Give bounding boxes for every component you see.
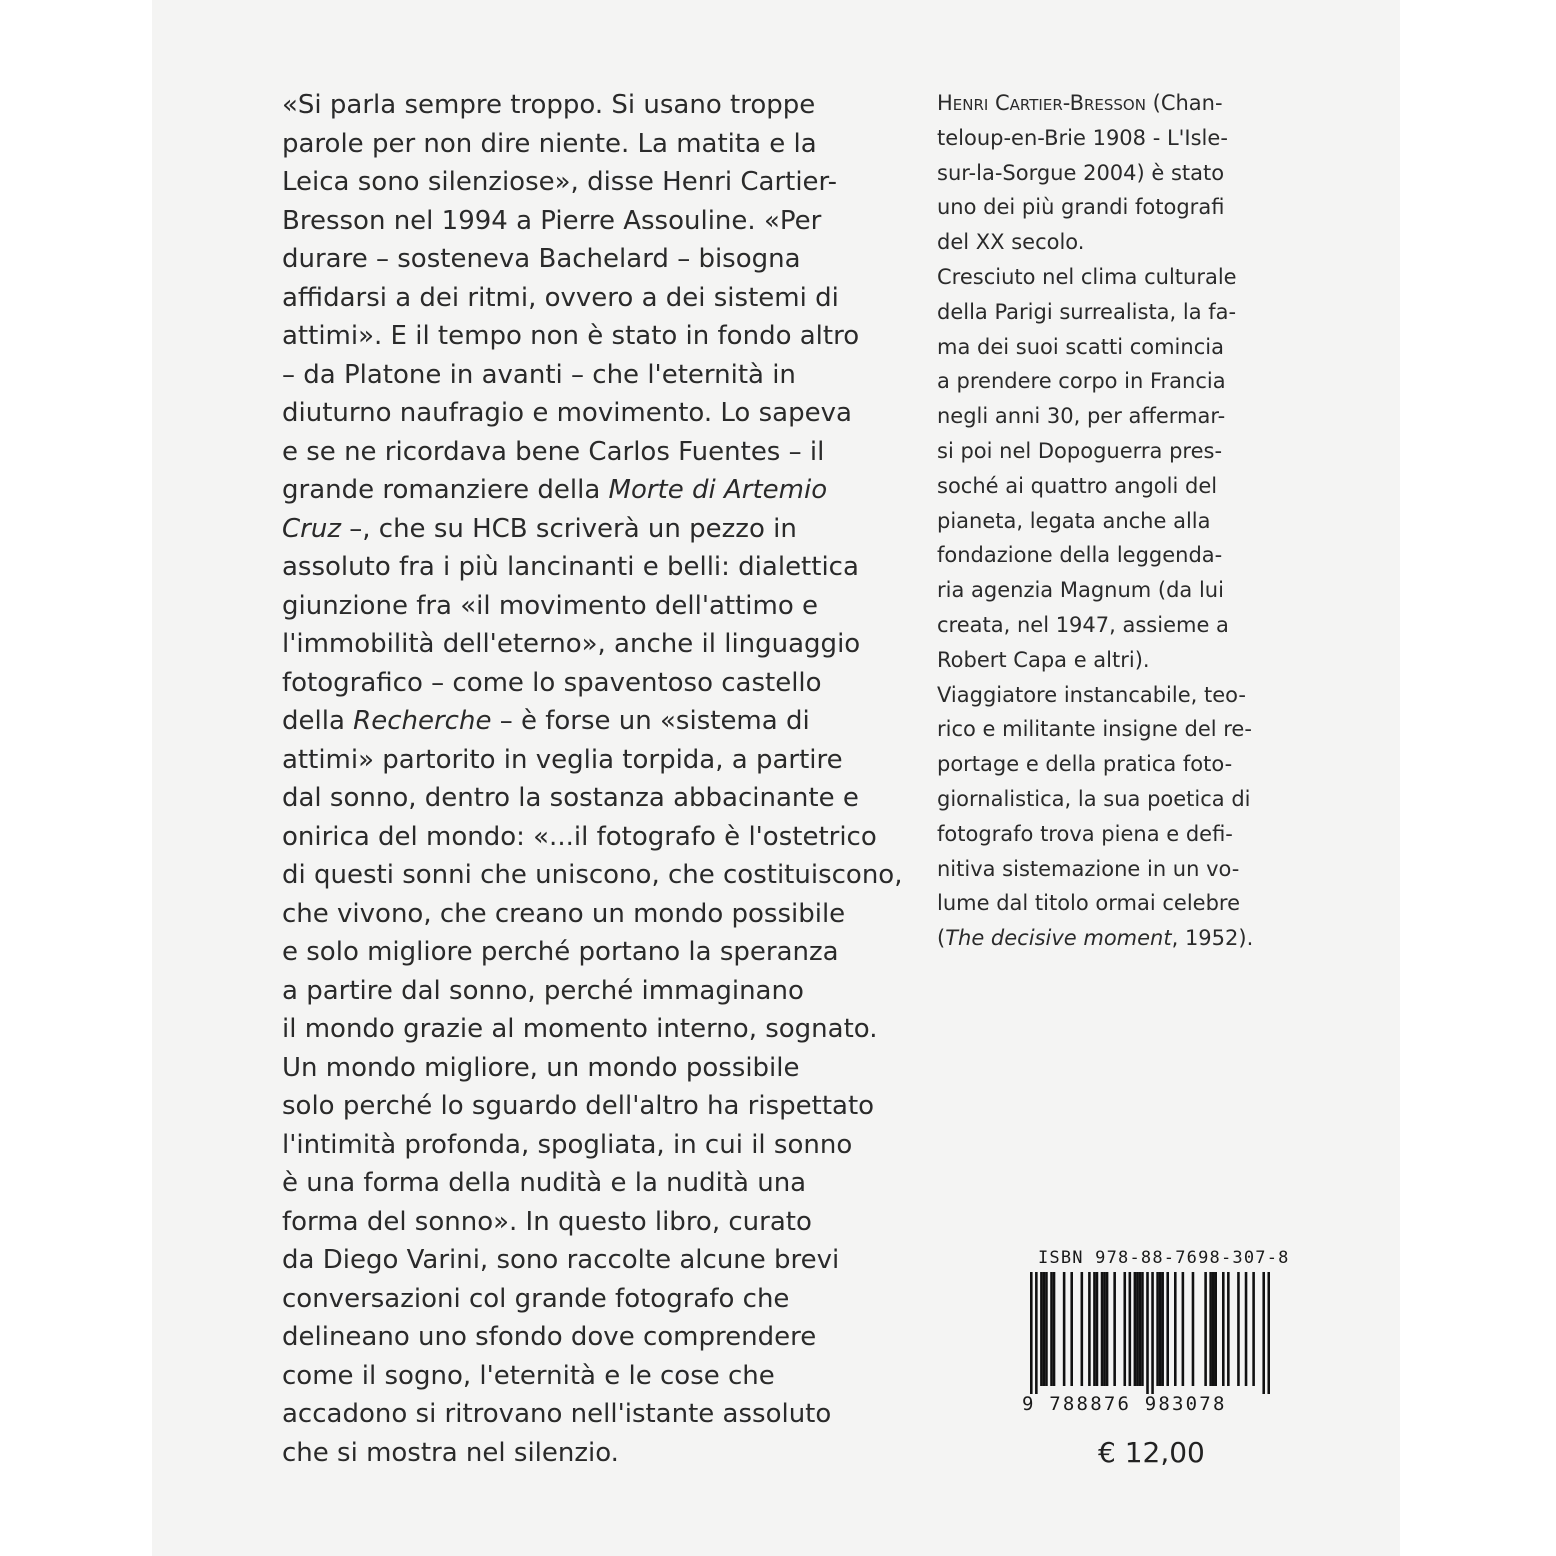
blurb-line: attimi» partorito in veglia torpida, a partire: [282, 744, 843, 775]
blurb-line: a partire dal sonno, perché immaginano: [282, 975, 804, 1006]
blurb-line: Bresson nel 1994 a Pierre Assouline. «Per: [282, 205, 822, 236]
barcode-bar: [1227, 1272, 1230, 1386]
barcode-bar: [1134, 1272, 1137, 1386]
bio-line: teloup-en-Brie 1908 - L'Isle-: [937, 125, 1228, 150]
blurb-line: da Diego Varini, sono raccolte alcune brevi: [282, 1245, 840, 1275]
barcode-bar: [1123, 1272, 1126, 1386]
barcode-bar: [1252, 1272, 1255, 1386]
bio-line: Viaggiatore instancabile, teo-: [937, 682, 1246, 707]
barcode-bar: [1151, 1272, 1154, 1394]
barcode-bar: [1146, 1272, 1149, 1394]
bio-line: [937, 921, 1277, 956]
barcode-bar: [1182, 1272, 1185, 1386]
barcode-bar: [1222, 1272, 1225, 1386]
blurb-line: il mondo grazie al momento interno, sognato.: [282, 1014, 878, 1044]
barcode-bar: [1129, 1272, 1132, 1386]
barcode-bar: [1174, 1272, 1177, 1386]
barcode-bar: [1204, 1272, 1207, 1386]
bio-line: a prendere corpo in Francia: [937, 369, 1226, 394]
blurb-line: fotografico – come lo spaventoso castello: [282, 667, 822, 698]
barcode-bar: [1166, 1272, 1169, 1386]
barcode-bar: [1136, 1272, 1139, 1386]
blurb-line: è una forma della nudità e la nudità una: [282, 1168, 807, 1198]
barcode-bar: [1245, 1272, 1248, 1386]
blurb-line: [282, 471, 902, 510]
bio-line: [937, 86, 1277, 121]
bio-text-run: (: [937, 926, 946, 951]
barcode-bar: [1093, 1272, 1096, 1386]
bio-line: della Parigi surrealista, la fa-: [937, 299, 1237, 324]
bio-line: negli anni 30, per affermar-: [937, 404, 1226, 429]
barcode-bar: [1103, 1272, 1106, 1386]
price: € 12,00: [1098, 1436, 1205, 1469]
barcode-bar: [1045, 1272, 1048, 1386]
barcode-bar: [1030, 1272, 1033, 1394]
bio-line: ria agenzia Magnum (da lui: [937, 578, 1224, 603]
blurb-text-run: della: [282, 706, 354, 736]
barcode-bar: [1139, 1272, 1142, 1386]
author-name: Henri Cartier-Bresson: [937, 91, 1146, 115]
blurb-line: forma del sonno». In questo libro, curato: [282, 1206, 812, 1237]
blurb-line: che vivono, che creano un mondo possibile: [282, 898, 846, 929]
blurb-line: come il sogno, l'eternità e le cose che: [282, 1360, 775, 1391]
barcode-bar: [1212, 1272, 1215, 1386]
bio-line: del XX secolo.: [937, 230, 1085, 255]
blurb-line: attimi». E il tempo non è stato in fondo altro: [282, 321, 860, 351]
barcode-bar: [1053, 1272, 1056, 1386]
barcode-bar: [1141, 1272, 1144, 1386]
blurb-line: parole per non dire niente. La matita e la: [282, 128, 817, 159]
blurb-line: giunzione fra «il movimento dell'attimo e: [282, 590, 819, 621]
blurb-line: Leica sono silenziose», disse Henri Cartier-: [282, 167, 837, 197]
bio-line: pianeta, legata anche alla: [937, 508, 1211, 533]
blurb-line: conversazioni col grande fotografo che: [282, 1283, 790, 1314]
author-bio: [937, 86, 1277, 956]
blurb-text: [282, 86, 902, 1472]
barcode-bar: [1209, 1272, 1212, 1386]
blurb-text-run: –, che su HCB scriverà un pezzo in: [340, 513, 797, 544]
bio-text-run: (Chan-: [1145, 91, 1223, 115]
bio-line: uno dei più grandi fotografi: [937, 195, 1225, 220]
blurb-line: onirica del mondo: «...il fotografo è l'ostetrico: [282, 821, 877, 852]
barcode-bar: [1081, 1272, 1084, 1386]
barcode-bar: [1237, 1272, 1240, 1386]
blurb-line: e solo migliore perché portano la speranza: [282, 937, 839, 967]
blurb-text-run: – è forse un «sistema di: [491, 706, 810, 736]
barcode-digits: 9 788876 983078: [1022, 1393, 1227, 1415]
bio-line: rico e militante insigne del re-: [937, 717, 1252, 742]
blurb-line: di questi sonni che uniscono, che costituiscono,: [282, 860, 903, 890]
bio-line: nitiva sistemazione in un vo-: [937, 856, 1240, 881]
bio-line: fondazione della leggenda-: [937, 543, 1223, 568]
book-title-italic: Cruz: [282, 513, 341, 544]
barcode-bar: [1050, 1272, 1053, 1386]
barcode-bar: [1262, 1272, 1265, 1394]
blurb-line: l'intimità profonda, spogliata, in cui il sonno: [282, 1129, 853, 1160]
bio-line: fotografo trova piena e defi-: [937, 821, 1233, 846]
blurb-line: diuturno naufragio e movimento. Lo sapeva: [282, 398, 852, 428]
bio-line: portage e della pratica foto-: [937, 752, 1233, 777]
barcode-bar: [1035, 1272, 1038, 1394]
blurb-text-run: grande romanziere della: [282, 475, 609, 505]
blurb-line: affidarsi a dei ritmi, ovvero a dei sistemi di: [282, 282, 839, 313]
barcode-icon: [1030, 1272, 1270, 1394]
barcode-bar: [1043, 1272, 1046, 1386]
barcode-bar: [1040, 1272, 1043, 1386]
book-title-italic: Morte di Artemio: [608, 475, 828, 505]
blurb-line: accadono si ritrovano nell'istante assoluto: [282, 1399, 832, 1429]
bio-line: creata, nel 1947, assieme a: [937, 612, 1229, 637]
barcode-bar: [1192, 1272, 1195, 1386]
blurb-line: assoluto fra i più lancinanti e belli: dialettica: [282, 552, 859, 582]
bio-line: si poi nel Dopoguerra pres-: [937, 438, 1223, 463]
barcode-bar: [1267, 1272, 1270, 1394]
blurb-line: [282, 702, 902, 741]
bio-line: Cresciuto nel clima culturale: [937, 264, 1237, 289]
blurb-line: «Si parla sempre troppo. Si usano troppe: [282, 90, 816, 120]
book-title-italic: Recherche: [353, 706, 492, 736]
blurb-line: l'immobilità dell'eterno», anche il linguaggio: [282, 629, 861, 659]
barcode-bar: [1214, 1272, 1217, 1386]
barcode-bar: [1106, 1272, 1109, 1386]
blurb-line: durare – sosteneva Bachelard – bisogna: [282, 244, 801, 274]
isbn-label: ISBN 978-88-7698-307-8: [1038, 1248, 1290, 1268]
bio-line: soché ai quattro angoli del: [937, 473, 1218, 498]
barcode-bar: [1088, 1272, 1091, 1386]
blurb-line: e se ne ricordava bene Carlos Fuentes – il: [282, 436, 825, 467]
barcode-bar: [1113, 1272, 1116, 1386]
book-title-italic: The decisive moment: [945, 926, 1172, 951]
bio-line: sur-la-Sorgue 2004) è stato: [937, 160, 1225, 185]
blurb-line: che si mostra nel silenzio.: [282, 1437, 619, 1468]
blurb-line: [282, 510, 902, 549]
bio-line: giornalistica, la sua poetica di: [937, 786, 1251, 811]
blurb-line: Un mondo migliore, un mondo possibile: [282, 1052, 800, 1083]
barcode-bar: [1063, 1272, 1066, 1386]
barcode-bar: [1101, 1272, 1104, 1386]
bio-line: ma dei suoi scatti comincia: [937, 334, 1224, 359]
barcode-bar: [1070, 1272, 1073, 1386]
barcode-bar: [1159, 1272, 1162, 1386]
blurb-line: solo perché lo sguardo dell'altro ha rispettato: [282, 1091, 875, 1121]
bio-line: Robert Capa e altri).: [937, 647, 1150, 672]
barcode-bar: [1096, 1272, 1099, 1386]
barcode-bar: [1161, 1272, 1164, 1386]
blurb-line: delineano uno sfondo dove comprendere: [282, 1322, 817, 1352]
bio-text-run: , 1952).: [1171, 926, 1254, 951]
blurb-line: dal sonno, dentro la sostanza abbacinante e: [282, 783, 859, 813]
bio-line: lume dal titolo ormai celebre: [937, 891, 1241, 916]
barcode-bar: [1156, 1272, 1159, 1386]
blurb-line: – da Platone in avanti – che l'eternità in: [282, 359, 796, 390]
